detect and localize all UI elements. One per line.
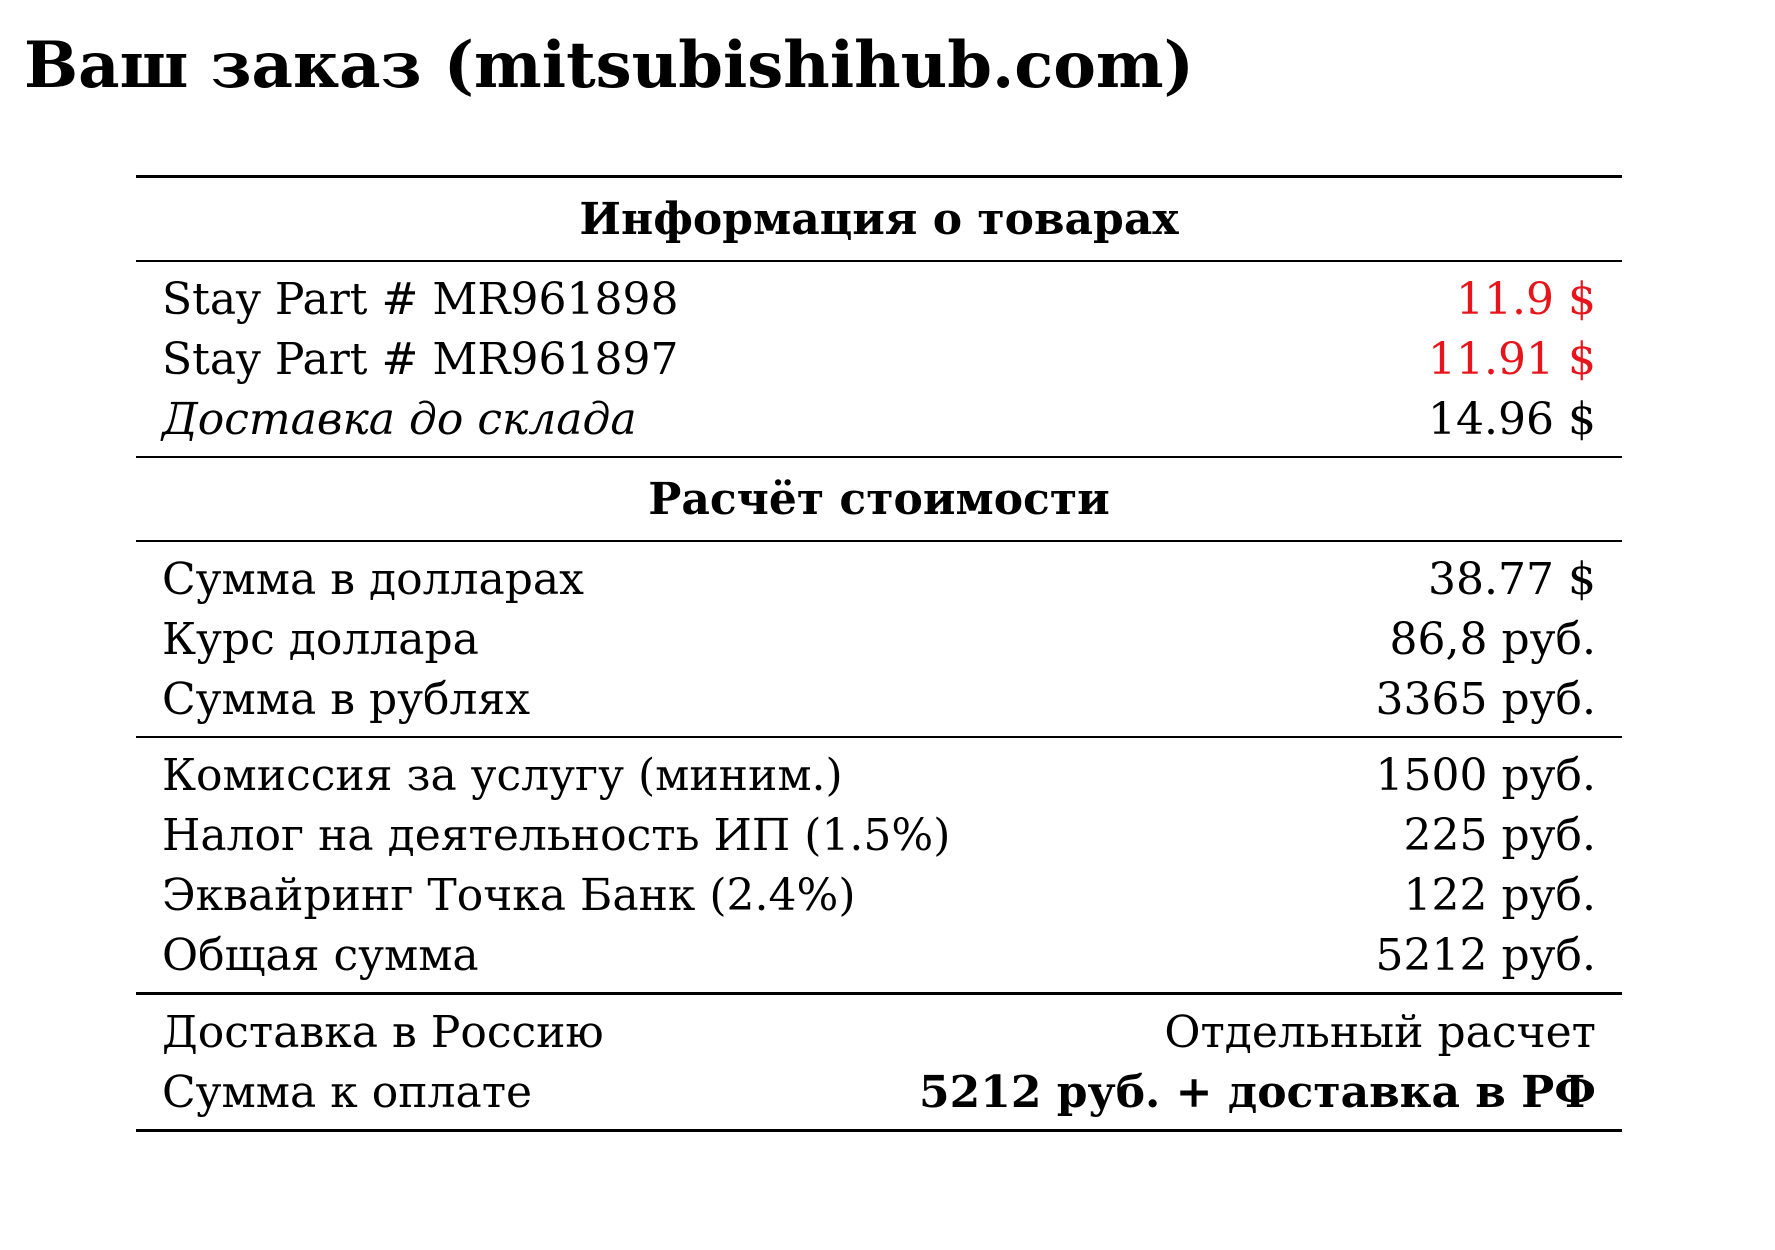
exchange-rate-row (136, 610, 1622, 670)
product-name: Stay Part # MR961898 (162, 274, 679, 325)
acquiring-row (136, 866, 1622, 926)
final-list (136, 995, 1622, 1129)
exchange-rate-value: 86,8 руб. (1389, 614, 1596, 665)
tax-value: 225 руб. (1403, 810, 1596, 861)
page-title: Ваш заказ (mitsubishihub.com) (24, 28, 1194, 103)
product-row (136, 270, 1622, 330)
fees-list (136, 738, 1622, 992)
product-row (136, 330, 1622, 390)
acquiring-value: 122 руб. (1403, 870, 1596, 921)
service-fee-value: 1500 руб. (1375, 750, 1596, 801)
acquiring-label: Эквайринг Точка Банк (2.4%) (162, 870, 856, 921)
amount-due-label: Сумма к оплате (162, 1067, 533, 1118)
table-bottom-rule (136, 1129, 1622, 1132)
russia-delivery-value: Отдельный расчет (1164, 1007, 1596, 1058)
total-value: 5212 руб. (1375, 930, 1596, 981)
sum-usd-label: Сумма в долларах (162, 554, 584, 605)
russia-delivery-label: Доставка в Россию (162, 1007, 604, 1058)
amount-due-value: 5212 руб. + доставка в РФ (918, 1067, 1596, 1118)
total-label: Общая сумма (162, 930, 479, 981)
product-name: Stay Part # MR961897 (162, 334, 679, 385)
sum-rub-row (136, 670, 1622, 730)
amount-due-row (136, 1063, 1622, 1123)
sum-usd-row (136, 550, 1622, 610)
warehouse-delivery-price: 14.96 $ (1428, 394, 1596, 445)
tax-row (136, 806, 1622, 866)
service-fee-row (136, 746, 1622, 806)
total-row (136, 926, 1622, 986)
order-summary-table (136, 175, 1622, 1132)
product-price: 11.9 $ (1456, 274, 1596, 325)
calc-section-title: Расчёт стоимости (648, 473, 1110, 525)
exchange-rate-label: Курс доллара (162, 614, 479, 665)
russia-delivery-row (136, 1003, 1622, 1063)
warehouse-delivery-row (136, 390, 1622, 450)
warehouse-delivery-label: Доставка до склада (162, 394, 637, 445)
products-list (136, 262, 1622, 456)
sum-rub-label: Сумма в рублях (162, 674, 531, 725)
tax-label: Налог на деятельность ИП (1.5%) (162, 810, 951, 861)
product-price: 11.91 $ (1428, 334, 1596, 385)
products-section-title: Информация о товарах (579, 193, 1179, 245)
conversion-list (136, 542, 1622, 736)
service-fee-label: Комиссия за услугу (миним.) (162, 750, 843, 801)
sum-usd-value: 38.77 $ (1428, 554, 1596, 605)
sum-rub-value: 3365 руб. (1375, 674, 1596, 725)
